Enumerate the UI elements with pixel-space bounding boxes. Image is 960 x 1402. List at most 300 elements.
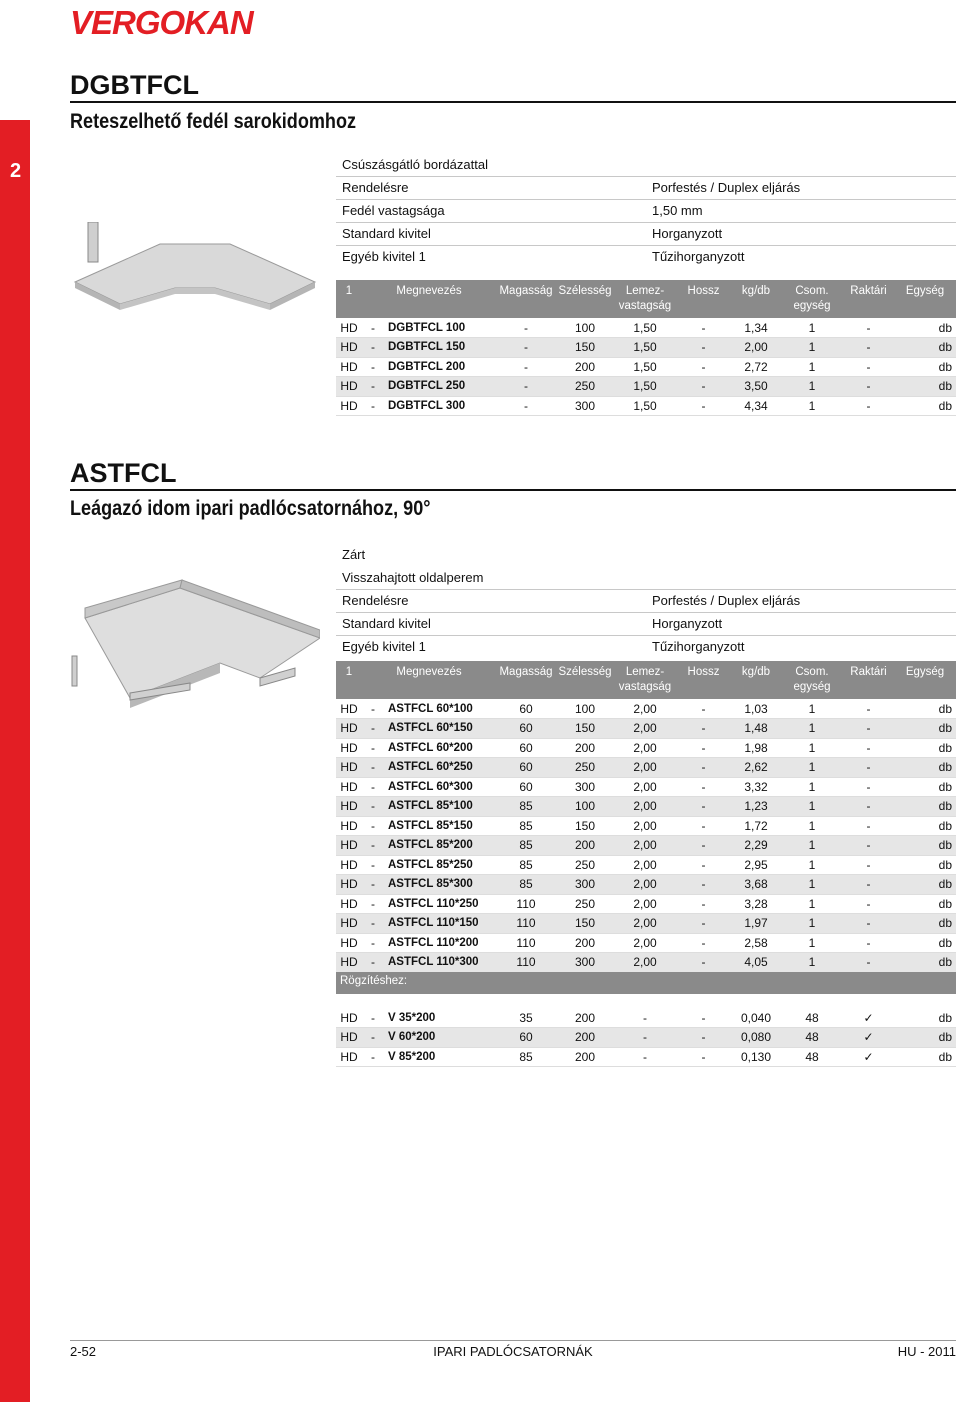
table-cell: - bbox=[843, 816, 894, 836]
table-cell: - bbox=[676, 816, 731, 836]
table-cell: - bbox=[676, 1028, 731, 1048]
table-cell: db bbox=[894, 836, 956, 856]
product-code-cell: V 60*200 bbox=[384, 1028, 496, 1048]
table-cell: 60 bbox=[496, 1028, 556, 1048]
table-cell: - bbox=[614, 1028, 676, 1048]
prop-row bbox=[336, 590, 956, 613]
table-cell: HD bbox=[336, 377, 362, 397]
table-cell: - bbox=[843, 699, 894, 719]
table-cell: 1 bbox=[781, 699, 843, 719]
table-cell: 85 bbox=[496, 1047, 556, 1067]
product-code-cell: ASTFCL 85*250 bbox=[384, 855, 496, 875]
table-cell: 1,50 bbox=[614, 338, 676, 358]
table-cell: HD bbox=[336, 338, 362, 358]
product-code-cell: DGBTFCL 300 bbox=[384, 396, 496, 416]
table-cell: 100 bbox=[556, 318, 614, 338]
table-cell: - bbox=[676, 777, 731, 797]
prop-row bbox=[336, 636, 956, 659]
table-cell: 0,130 bbox=[731, 1047, 781, 1067]
table-row bbox=[336, 396, 956, 416]
table-cell: 150 bbox=[556, 816, 614, 836]
column-header: Egység bbox=[894, 661, 956, 699]
table-cell: db bbox=[894, 875, 956, 895]
prop-value: Tűzihorganyzott bbox=[652, 249, 745, 264]
table-cell: 1 bbox=[781, 914, 843, 934]
table-cell: 60 bbox=[496, 719, 556, 739]
table-cell: 250 bbox=[556, 758, 614, 778]
table-cell: - bbox=[362, 836, 384, 856]
table-cell: - bbox=[843, 855, 894, 875]
table-cell: 2,58 bbox=[731, 933, 781, 953]
table-row bbox=[336, 1028, 956, 1048]
table-cell: 1 bbox=[781, 855, 843, 875]
table-cell: - bbox=[676, 1047, 731, 1067]
table-row bbox=[336, 894, 956, 914]
table-cell: 2,00 bbox=[614, 816, 676, 836]
table-cell: 1,97 bbox=[731, 914, 781, 934]
table-cell: - bbox=[362, 338, 384, 358]
table-cell: 1,50 bbox=[614, 357, 676, 377]
product-code-cell: ASTFCL 110*250 bbox=[384, 894, 496, 914]
column-header: Magasság bbox=[496, 280, 556, 318]
table-cell: 1 bbox=[781, 777, 843, 797]
column-header: Lemez- vastagság bbox=[614, 661, 676, 699]
table-row bbox=[336, 1008, 956, 1028]
table-cell: - bbox=[843, 396, 894, 416]
table-cell: - bbox=[843, 914, 894, 934]
table-cell: 35 bbox=[496, 1008, 556, 1028]
table-cell: 200 bbox=[556, 1028, 614, 1048]
table-cell: ✓ bbox=[843, 1028, 894, 1048]
table-row bbox=[336, 836, 956, 856]
table-cell: 200 bbox=[556, 738, 614, 758]
table-cell: 1,50 bbox=[614, 377, 676, 397]
table-cell: db bbox=[894, 933, 956, 953]
product-image-dgbtfcl bbox=[70, 222, 320, 312]
table-cell: HD bbox=[336, 738, 362, 758]
table-cell: 48 bbox=[781, 1028, 843, 1048]
table-cell: HD bbox=[336, 719, 362, 739]
table-cell: 60 bbox=[496, 758, 556, 778]
product-code-cell: DGBTFCL 100 bbox=[384, 318, 496, 338]
table-cell: - bbox=[676, 1008, 731, 1028]
table-cell: 48 bbox=[781, 1047, 843, 1067]
table-cell: 1 bbox=[781, 758, 843, 778]
table-cell: 1 bbox=[781, 738, 843, 758]
table-row bbox=[336, 318, 956, 338]
column-header: 1 bbox=[336, 280, 362, 318]
column-header: Csom. egység bbox=[781, 661, 843, 699]
table-row bbox=[336, 377, 956, 397]
table-cell: HD bbox=[336, 816, 362, 836]
table-cell: - bbox=[362, 953, 384, 973]
table-cell: HD bbox=[336, 894, 362, 914]
table-row bbox=[336, 855, 956, 875]
product-code-cell: DGBTFCL 200 bbox=[384, 357, 496, 377]
product-code-cell: DGBTFCL 150 bbox=[384, 338, 496, 358]
fixing-label: Rögzítéshez: bbox=[336, 972, 956, 994]
table-cell: 250 bbox=[556, 377, 614, 397]
table-cell: 0,040 bbox=[731, 1008, 781, 1028]
table-cell: HD bbox=[336, 933, 362, 953]
prop-row bbox=[336, 200, 956, 223]
table-cell: HD bbox=[336, 953, 362, 973]
section-title-astfcl: ASTFCL bbox=[70, 458, 956, 491]
section-subtitle-dgbtfcl: Reteszelhető fedél sarokidomhoz bbox=[70, 110, 357, 133]
table-row bbox=[336, 797, 956, 817]
product-code-cell: V 35*200 bbox=[384, 1008, 496, 1028]
prop-value: Porfestés / Duplex eljárás bbox=[652, 180, 801, 195]
footer-page-number: 2-52 bbox=[70, 1344, 97, 1359]
table-cell: 4,05 bbox=[731, 953, 781, 973]
table-cell: - bbox=[843, 377, 894, 397]
table-cell: - bbox=[676, 894, 731, 914]
table-row bbox=[336, 699, 956, 719]
table-cell: HD bbox=[336, 357, 362, 377]
table-cell: - bbox=[676, 758, 731, 778]
table-row bbox=[336, 719, 956, 739]
table-cell: 300 bbox=[556, 396, 614, 416]
table-cell: HD bbox=[336, 1047, 362, 1067]
table-cell: 1 bbox=[781, 396, 843, 416]
table-cell: - bbox=[676, 719, 731, 739]
product-code-cell: V 85*200 bbox=[384, 1047, 496, 1067]
table-cell: - bbox=[676, 396, 731, 416]
table-cell: 2,72 bbox=[731, 357, 781, 377]
table-cell: - bbox=[362, 318, 384, 338]
table-cell: 300 bbox=[556, 953, 614, 973]
table-cell: 200 bbox=[556, 933, 614, 953]
table-cell: - bbox=[676, 738, 731, 758]
table-cell: 1,98 bbox=[731, 738, 781, 758]
table-cell: 110 bbox=[496, 933, 556, 953]
table-cell: - bbox=[843, 357, 894, 377]
table-cell: 300 bbox=[556, 875, 614, 895]
table-cell: 200 bbox=[556, 1008, 614, 1028]
table-cell: - bbox=[843, 836, 894, 856]
table-cell: - bbox=[362, 1047, 384, 1067]
column-header: kg/db bbox=[731, 280, 781, 318]
column-header: Megnevezés bbox=[362, 280, 496, 318]
table-cell: 1,48 bbox=[731, 719, 781, 739]
table-cell: - bbox=[676, 699, 731, 719]
table-row bbox=[336, 875, 956, 895]
prop-label: Zárt bbox=[342, 547, 366, 562]
table-cell: HD bbox=[336, 1028, 362, 1048]
table-cell: db bbox=[894, 738, 956, 758]
table-row bbox=[336, 738, 956, 758]
table-cell: 1 bbox=[781, 797, 843, 817]
table-cell: - bbox=[676, 357, 731, 377]
table-cell: db bbox=[894, 777, 956, 797]
table-cell: HD bbox=[336, 875, 362, 895]
table-cell: 2,00 bbox=[614, 875, 676, 895]
table-cell: 2,95 bbox=[731, 855, 781, 875]
table-cell: HD bbox=[336, 914, 362, 934]
prop-label: Standard kivitel bbox=[342, 226, 431, 241]
table-cell: 1 bbox=[781, 357, 843, 377]
table-row bbox=[336, 933, 956, 953]
table-cell: 250 bbox=[556, 855, 614, 875]
column-header: Szélesség bbox=[556, 280, 614, 318]
table-cell: db bbox=[894, 797, 956, 817]
table-cell: 85 bbox=[496, 875, 556, 895]
table-cell: - bbox=[362, 875, 384, 895]
table-cell: db bbox=[894, 318, 956, 338]
spec-table-dgbtfcl bbox=[336, 280, 956, 416]
prop-row bbox=[336, 544, 956, 567]
table-cell: - bbox=[676, 914, 731, 934]
table-cell: - bbox=[614, 1008, 676, 1028]
column-header: Csom. egység bbox=[781, 280, 843, 318]
prop-row bbox=[336, 177, 956, 200]
table-cell: - bbox=[362, 894, 384, 914]
column-header: Raktári bbox=[843, 661, 894, 699]
column-header: Hossz bbox=[676, 280, 731, 318]
table-cell: 2,00 bbox=[614, 953, 676, 973]
properties-astfcl bbox=[336, 544, 956, 659]
table-cell: - bbox=[843, 719, 894, 739]
table-cell: 1 bbox=[781, 318, 843, 338]
table-cell: - bbox=[676, 855, 731, 875]
table-cell: 200 bbox=[556, 836, 614, 856]
table-cell: HD bbox=[336, 318, 362, 338]
table-cell: HD bbox=[336, 855, 362, 875]
table-cell: - bbox=[614, 1047, 676, 1067]
table-cell: 2,00 bbox=[614, 777, 676, 797]
table-cell: HD bbox=[336, 758, 362, 778]
prop-row bbox=[336, 567, 956, 590]
table-cell: 1,50 bbox=[614, 318, 676, 338]
table-cell: 2,00 bbox=[614, 855, 676, 875]
table-cell: - bbox=[496, 338, 556, 358]
table-cell: 3,68 bbox=[731, 875, 781, 895]
table-cell: - bbox=[496, 396, 556, 416]
product-code-cell: ASTFCL 60*250 bbox=[384, 758, 496, 778]
table-cell: 1,03 bbox=[731, 699, 781, 719]
table-cell: 85 bbox=[496, 797, 556, 817]
table-cell: 2,00 bbox=[614, 719, 676, 739]
table-cell: 85 bbox=[496, 836, 556, 856]
product-code-cell: ASTFCL 60*150 bbox=[384, 719, 496, 739]
product-code-cell: ASTFCL 110*150 bbox=[384, 914, 496, 934]
column-header: Raktári bbox=[843, 280, 894, 318]
prop-row bbox=[336, 223, 956, 246]
table-cell: - bbox=[843, 338, 894, 358]
table-cell: ✓ bbox=[843, 1047, 894, 1067]
table-cell: - bbox=[362, 377, 384, 397]
table-cell: - bbox=[362, 738, 384, 758]
table-cell: db bbox=[894, 855, 956, 875]
table-cell: db bbox=[894, 377, 956, 397]
table-cell: - bbox=[362, 933, 384, 953]
table-cell: - bbox=[676, 797, 731, 817]
table-cell: 1,72 bbox=[731, 816, 781, 836]
table-cell: - bbox=[676, 836, 731, 856]
table-cell: 150 bbox=[556, 719, 614, 739]
table-row bbox=[336, 357, 956, 377]
spec-table-astfcl bbox=[336, 661, 956, 973]
section-subtitle-astfcl: Leágazó idom ipari padlócsatornához, 90° bbox=[70, 497, 431, 520]
table-cell: 100 bbox=[556, 699, 614, 719]
chapter-tab-number: 2 bbox=[10, 160, 22, 182]
table-cell: 1 bbox=[781, 933, 843, 953]
table-cell: 3,28 bbox=[731, 894, 781, 914]
table-cell: - bbox=[362, 914, 384, 934]
table-cell: 2,00 bbox=[614, 738, 676, 758]
table-cell: - bbox=[676, 933, 731, 953]
table-row bbox=[336, 914, 956, 934]
prop-value: Horganyzott bbox=[652, 226, 723, 241]
table-cell: 2,62 bbox=[731, 758, 781, 778]
table-header-row bbox=[336, 280, 956, 318]
table-cell: - bbox=[362, 396, 384, 416]
prop-value: Tűzihorganyzott bbox=[652, 639, 745, 654]
table-cell: 100 bbox=[556, 797, 614, 817]
table-cell: db bbox=[894, 894, 956, 914]
table-cell: - bbox=[843, 875, 894, 895]
prop-label: Egyéb kivitel 1 bbox=[342, 639, 426, 654]
table-cell: db bbox=[894, 1047, 956, 1067]
table-cell: db bbox=[894, 953, 956, 973]
table-cell: 110 bbox=[496, 914, 556, 934]
column-header: Egység bbox=[894, 280, 956, 318]
table-cell: db bbox=[894, 758, 956, 778]
table-cell: HD bbox=[336, 1008, 362, 1028]
prop-label: Rendelésre bbox=[342, 593, 409, 608]
product-code-cell: ASTFCL 60*200 bbox=[384, 738, 496, 758]
column-header: 1 bbox=[336, 661, 362, 699]
table-cell: 300 bbox=[556, 777, 614, 797]
table-cell: db bbox=[894, 1028, 956, 1048]
prop-label: Visszahajtott oldalperem bbox=[342, 570, 484, 585]
table-cell: 2,00 bbox=[614, 914, 676, 934]
table-cell: 150 bbox=[556, 914, 614, 934]
table-cell: 60 bbox=[496, 699, 556, 719]
table-cell: 110 bbox=[496, 953, 556, 973]
column-header: Megnevezés bbox=[362, 661, 496, 699]
table-cell: - bbox=[843, 953, 894, 973]
table-cell: - bbox=[843, 738, 894, 758]
table-cell: 85 bbox=[496, 855, 556, 875]
table-cell: HD bbox=[336, 836, 362, 856]
product-code-cell: ASTFCL 85*150 bbox=[384, 816, 496, 836]
footer-edition: HU - 2011 bbox=[897, 1344, 956, 1359]
table-cell: - bbox=[843, 894, 894, 914]
fixing-table bbox=[336, 1008, 956, 1067]
table-cell: 1 bbox=[781, 816, 843, 836]
table-row bbox=[336, 953, 956, 973]
table-cell: - bbox=[676, 953, 731, 973]
table-cell: 1 bbox=[781, 719, 843, 739]
table-cell: 1,23 bbox=[731, 797, 781, 817]
table-cell: 250 bbox=[556, 894, 614, 914]
table-cell: 2,00 bbox=[614, 699, 676, 719]
table-cell: HD bbox=[336, 699, 362, 719]
table-cell: 60 bbox=[496, 738, 556, 758]
table-cell: 2,29 bbox=[731, 836, 781, 856]
table-cell: - bbox=[362, 1008, 384, 1028]
table-cell: 200 bbox=[556, 357, 614, 377]
table-cell: - bbox=[676, 875, 731, 895]
prop-value bbox=[646, 154, 956, 176]
table-cell: - bbox=[496, 357, 556, 377]
table-cell: - bbox=[362, 699, 384, 719]
side-red-bar bbox=[0, 120, 30, 1402]
table-cell: - bbox=[362, 719, 384, 739]
table-cell: 2,00 bbox=[614, 836, 676, 856]
table-cell: db bbox=[894, 699, 956, 719]
table-cell: db bbox=[894, 396, 956, 416]
section-title-dgbtfcl: DGBTFCL bbox=[70, 70, 956, 103]
table-cell: 1 bbox=[781, 836, 843, 856]
column-header: Szélesség bbox=[556, 661, 614, 699]
table-row bbox=[336, 816, 956, 836]
table-cell: - bbox=[676, 318, 731, 338]
prop-label: Standard kivitel bbox=[342, 616, 431, 631]
table-cell: db bbox=[894, 719, 956, 739]
table-row bbox=[336, 777, 956, 797]
table-cell: - bbox=[362, 777, 384, 797]
prop-value bbox=[646, 544, 956, 567]
footer-title: IPARI PADLÓCSATORNÁK bbox=[433, 1344, 593, 1359]
table-cell: - bbox=[843, 797, 894, 817]
table-cell: 3,32 bbox=[731, 777, 781, 797]
prop-value: Horganyzott bbox=[652, 616, 723, 631]
table-cell: - bbox=[843, 758, 894, 778]
table-cell: - bbox=[496, 377, 556, 397]
table-cell: HD bbox=[336, 396, 362, 416]
prop-row bbox=[336, 613, 956, 636]
table-cell: - bbox=[362, 816, 384, 836]
table-cell: 60 bbox=[496, 777, 556, 797]
table-cell: db bbox=[894, 1008, 956, 1028]
table-cell: 1,50 bbox=[614, 396, 676, 416]
column-header: Magasság bbox=[496, 661, 556, 699]
table-cell: 2,00 bbox=[614, 797, 676, 817]
prop-row bbox=[336, 154, 956, 177]
prop-label: Fedél vastagsága bbox=[342, 203, 445, 218]
table-cell: - bbox=[362, 797, 384, 817]
table-cell: db bbox=[894, 338, 956, 358]
table-cell: 2,00 bbox=[614, 758, 676, 778]
table-cell: 2,00 bbox=[731, 338, 781, 358]
table-cell: - bbox=[362, 1028, 384, 1048]
table-cell: HD bbox=[336, 797, 362, 817]
table-cell: - bbox=[843, 318, 894, 338]
table-cell: 110 bbox=[496, 894, 556, 914]
table-cell: 2,00 bbox=[614, 894, 676, 914]
table-cell: - bbox=[362, 758, 384, 778]
table-cell: - bbox=[843, 933, 894, 953]
column-header: kg/db bbox=[731, 661, 781, 699]
product-image-astfcl bbox=[70, 578, 320, 718]
table-row bbox=[336, 1047, 956, 1067]
column-header: Hossz bbox=[676, 661, 731, 699]
table-cell: ✓ bbox=[843, 1008, 894, 1028]
table-cell: 1 bbox=[781, 894, 843, 914]
table-header-row bbox=[336, 661, 956, 699]
table-cell: db bbox=[894, 914, 956, 934]
table-cell: 1 bbox=[781, 338, 843, 358]
prop-value bbox=[646, 567, 956, 589]
table-cell: 0,080 bbox=[731, 1028, 781, 1048]
table-cell: 150 bbox=[556, 338, 614, 358]
page-footer bbox=[70, 1340, 956, 1364]
prop-label: Rendelésre bbox=[342, 180, 409, 195]
prop-label: Csúszásgátló bordázattal bbox=[342, 157, 488, 172]
table-cell: 1 bbox=[781, 377, 843, 397]
